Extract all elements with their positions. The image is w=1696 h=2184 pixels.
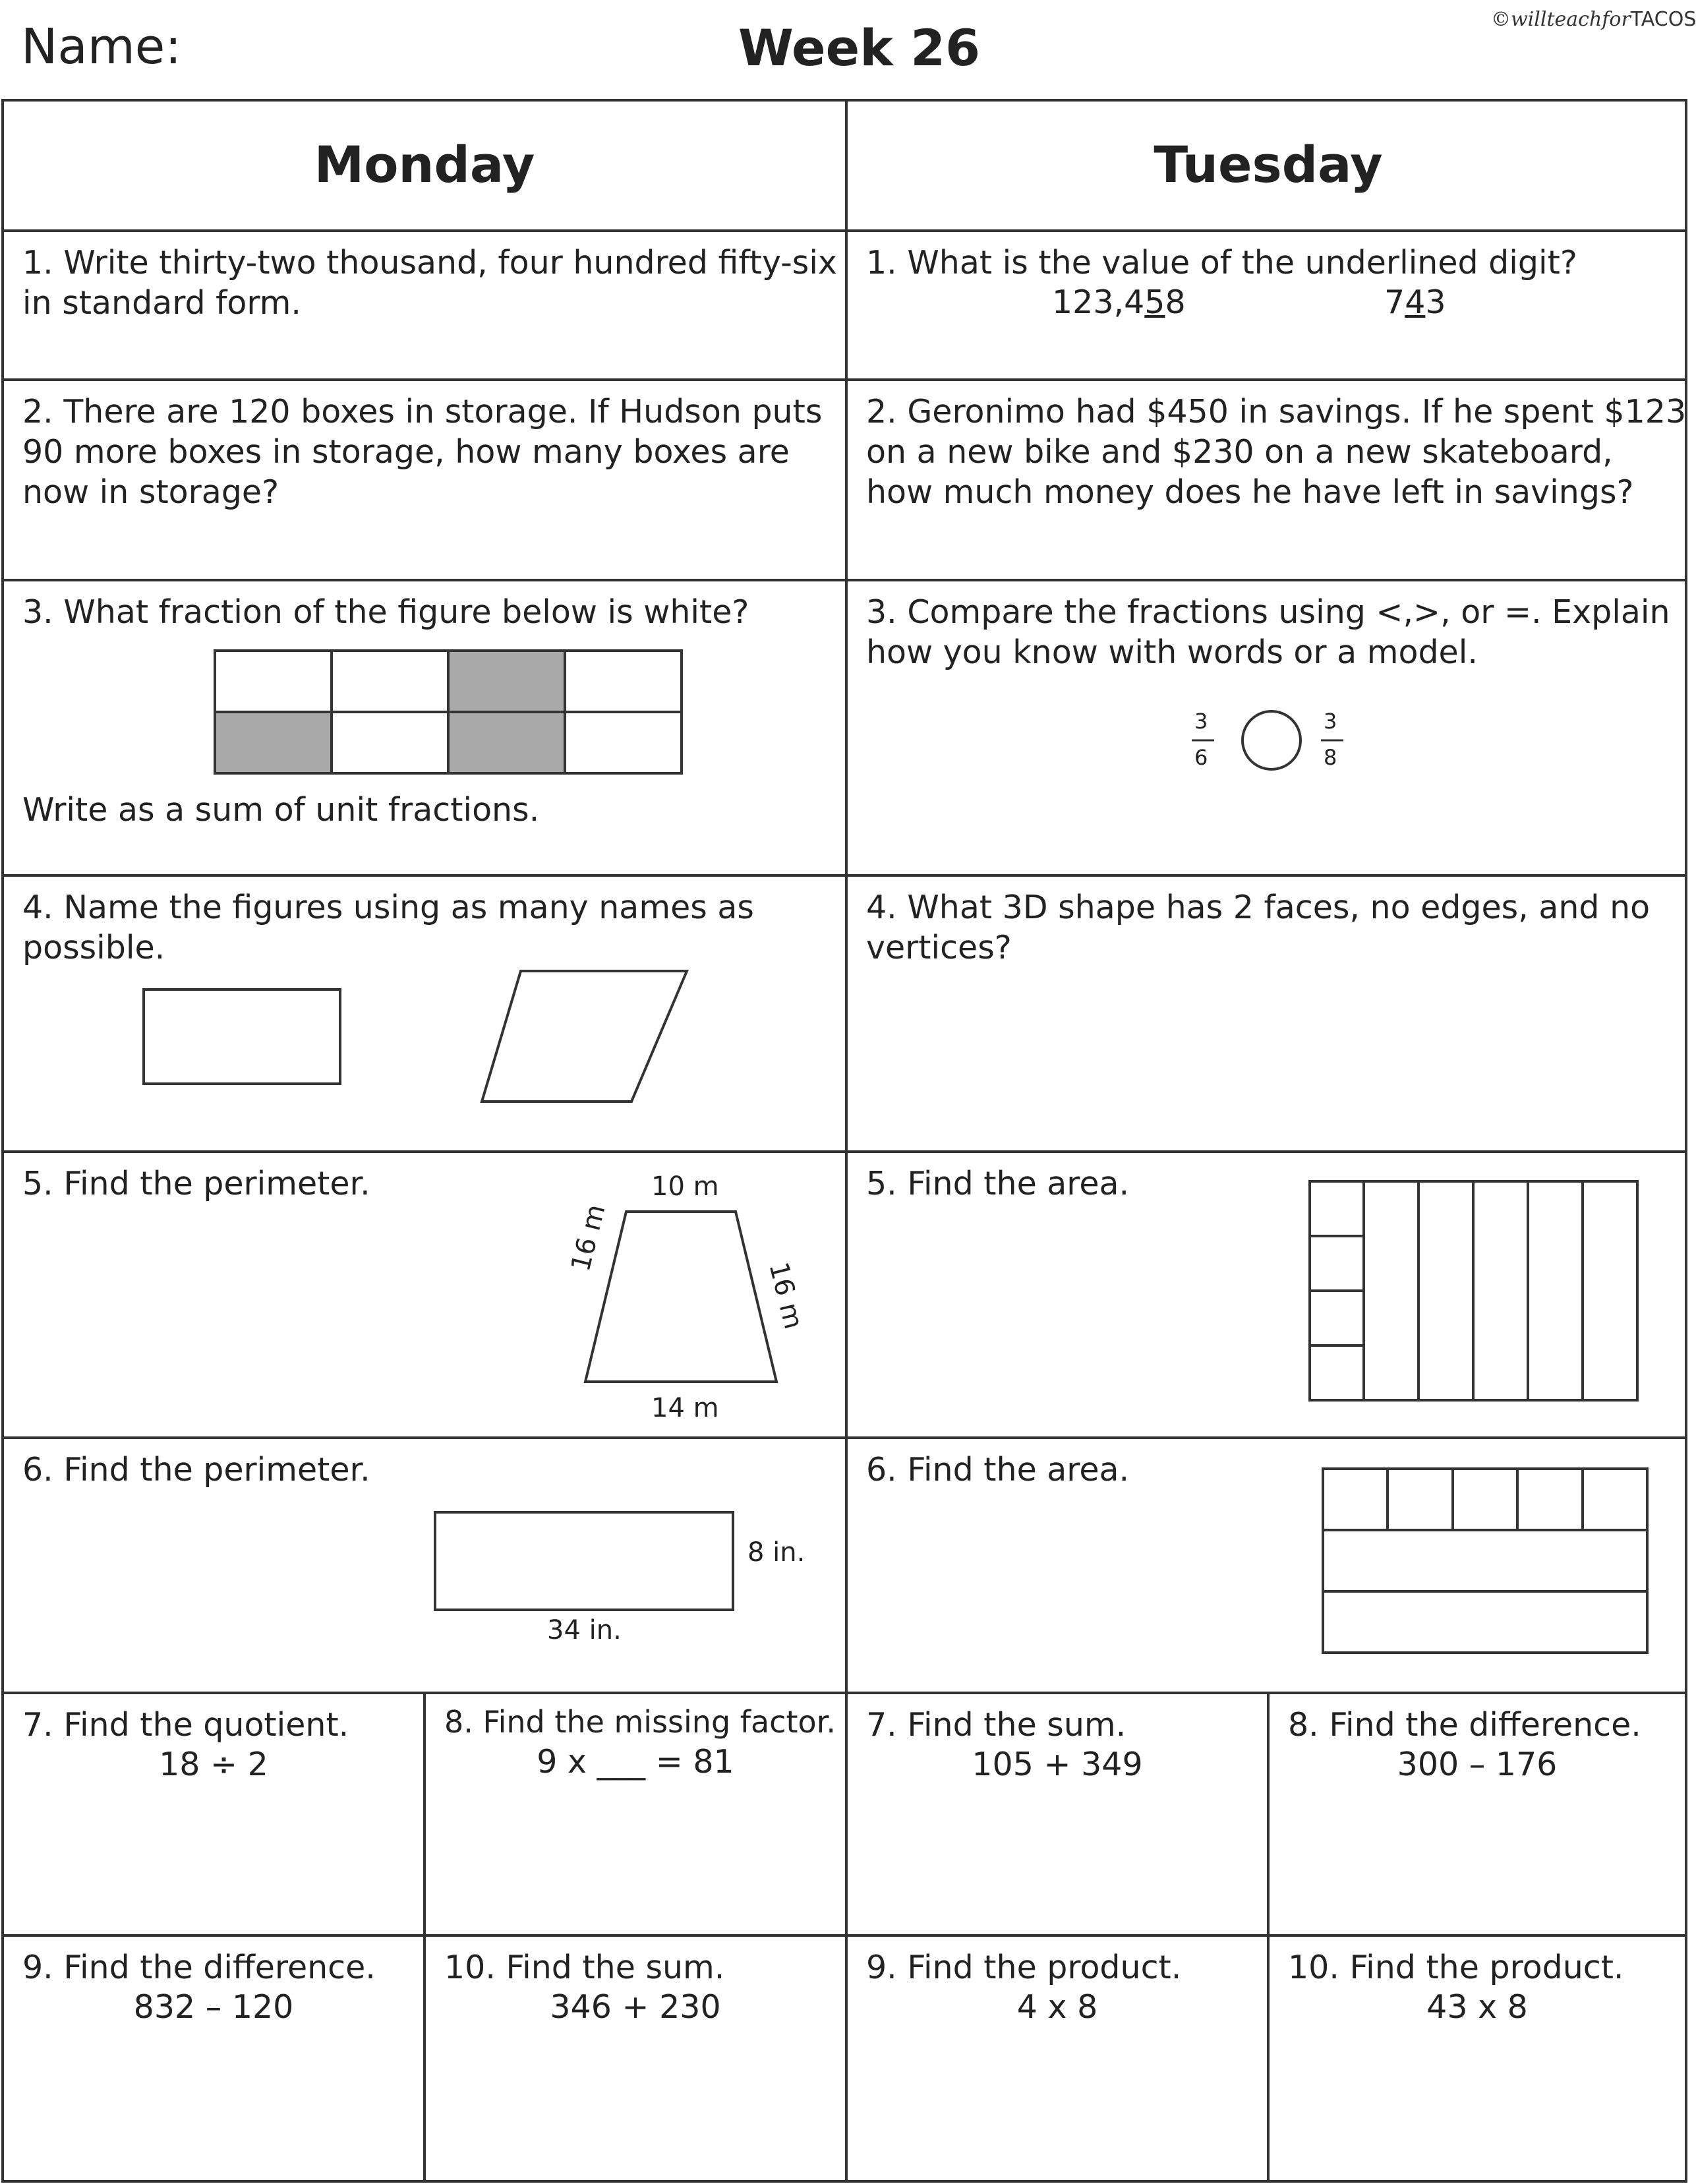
monday-q2: 2. There are 120 boxes in storage. If Hudson puts 90 more boxes in storage, how many boxes are now in storage?	[22, 393, 823, 511]
num2-after: 3	[1425, 283, 1446, 321]
white-cell	[332, 712, 448, 773]
tuesday-q7-expr: 105 + 349	[972, 1746, 1143, 1783]
q8-blank: ___	[597, 1743, 646, 1781]
q8-post: = 81	[645, 1743, 734, 1781]
tuesday-heading: Tuesday	[1154, 135, 1383, 194]
q8-pre: 9 x	[537, 1743, 597, 1781]
tuesday-q4: 4. What 3D shape has 2 faces, no edges, and no vertices?	[866, 889, 1651, 966]
rectangle-figure	[144, 989, 340, 1084]
frac2-den: 8	[1324, 745, 1337, 770]
num1-before: 123,4	[1052, 283, 1145, 321]
monday-q9-expr: 832 – 120	[133, 1988, 294, 2026]
monday-q10: 10. Find the sum.	[444, 1949, 725, 1986]
monday-q1: 1. Write thirty-two thousand, four hundred fifty-six in standard form.	[22, 244, 837, 322]
monday-q8: 8. Find the missing factor.	[444, 1704, 836, 1740]
shaded-cell	[448, 712, 565, 773]
monday-q6: 6. Find the perimeter.	[22, 1451, 370, 1489]
rect-bottom-label: 34 in.	[547, 1615, 622, 1645]
compare-circle	[1243, 711, 1301, 769]
trapezoid-right-label: 16 m	[763, 1259, 809, 1332]
fraction-grid-figure	[215, 651, 682, 773]
trapezoid-top-label: 10 m	[651, 1171, 719, 1202]
tuesday-q5: 5. Find the area.	[866, 1165, 1130, 1202]
num2-before: 7	[1384, 283, 1405, 321]
num2-underlined-digit: 4	[1405, 283, 1426, 321]
trapezoid-left-label: 16 m	[566, 1201, 612, 1275]
copyright-text: ©willteachfor	[1491, 8, 1631, 31]
tuesday-q3: 3. Compare the fractions using <,>, or =. Explain how you know with words or a model.	[866, 593, 1670, 671]
monday-q7-expr: 18 ÷ 2	[159, 1746, 268, 1783]
tuesday-q6: 6. Find the area.	[866, 1451, 1130, 1489]
tuesday-q1: 1. What is the value of the underlined digit?	[866, 244, 1577, 281]
white-cell	[332, 651, 448, 712]
shaded-cell	[448, 651, 565, 712]
tuesday-q1-num1	[1052, 282, 1186, 322]
white-cell	[565, 712, 682, 773]
monday-q5: 5. Find the perimeter.	[22, 1165, 370, 1202]
perimeter-rectangle	[435, 1512, 733, 1610]
trapezoid-bottom-label: 14 m	[651, 1393, 719, 1423]
monday-q8-expr	[424, 1742, 846, 1782]
copyright-brand: TACOS	[1630, 8, 1696, 31]
tuesday-q10: 10. Find the product.	[1288, 1949, 1624, 1986]
monday-q3: 3. What fraction of the figure below is white?	[22, 593, 749, 631]
tuesday-q7: 7. Find the sum.	[866, 1706, 1126, 1744]
tuesday-q1-num2	[1384, 282, 1446, 322]
parallelogram-figure	[482, 971, 687, 1102]
rect-side-label: 8 in.	[747, 1537, 805, 1568]
tuesday-q8: 8. Find the difference.	[1288, 1706, 1641, 1744]
frac1-num: 3	[1194, 709, 1208, 734]
tuesday-q9-expr: 4 x 8	[1016, 1988, 1098, 2026]
trapezoid-figure	[585, 1212, 776, 1382]
area-grid-figure-2	[1323, 1469, 1647, 1653]
monday-q3-sub: Write as a sum of unit fractions.	[22, 791, 540, 829]
shaded-cell	[215, 712, 332, 773]
monday-heading: Monday	[314, 135, 535, 194]
name-label: Name:	[21, 18, 182, 75]
area-grid-figure-1	[1310, 1181, 1637, 1400]
monday-q7: 7. Find the quotient.	[22, 1706, 349, 1744]
tuesday-q10-expr: 43 x 8	[1426, 1988, 1528, 2026]
monday-q10-expr: 346 + 230	[550, 1988, 721, 2026]
monday-q9: 9. Find the difference.	[22, 1949, 376, 1986]
white-cell	[215, 651, 332, 712]
tuesday-q8-expr: 300 – 176	[1397, 1746, 1558, 1783]
num1-after: 8	[1165, 283, 1186, 321]
white-cell	[565, 651, 682, 712]
week-title: Week 26	[738, 18, 980, 77]
monday-q4: 4. Name the figures using as many names as possible.	[22, 889, 754, 966]
tuesday-q2: 2. Geronimo had $450 in savings. If he spent $123 on a new bike and $230 on a new skateboard, how much money does he have left in savings?	[866, 393, 1687, 511]
num1-underlined-digit: 5	[1144, 283, 1165, 321]
tuesday-q9: 9. Find the product.	[866, 1949, 1182, 1986]
frac1-den: 6	[1194, 745, 1208, 770]
frac2-num: 3	[1324, 709, 1337, 734]
